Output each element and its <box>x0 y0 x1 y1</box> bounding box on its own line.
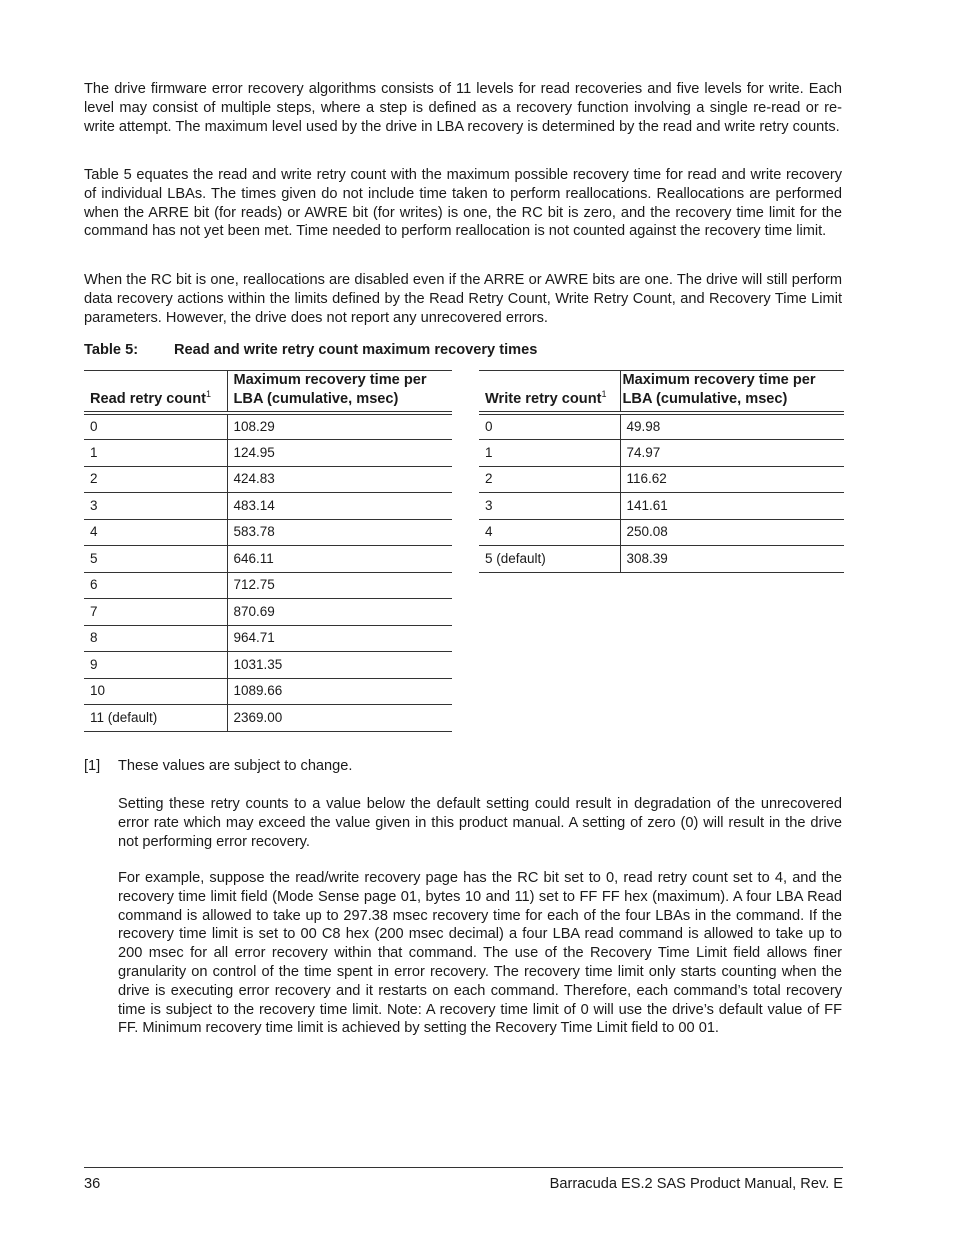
max-recovery-time-header: Maximum recovery time per LBA (cumulative, msec) <box>620 371 844 414</box>
footnote-first-line: These values are subject to change. <box>118 758 353 774</box>
retry-count-cell: 4 <box>479 519 620 546</box>
table-row <box>84 572 452 599</box>
table-row <box>84 519 452 546</box>
write-table-body <box>479 413 844 572</box>
recovery-time-cell: 308.39 <box>620 546 844 573</box>
table-row <box>84 413 452 440</box>
recovery-time-cell: 1031.35 <box>227 652 452 679</box>
max-recovery-time-header: Maximum recovery time per LBA (cumulative, msec) <box>227 371 452 414</box>
recovery-time-cell: 583.78 <box>227 519 452 546</box>
retry-count-cell: 10 <box>84 678 227 705</box>
table-row <box>479 413 844 440</box>
table-caption-label: Table 5: <box>84 342 139 358</box>
recovery-time-cell: 108.29 <box>227 413 452 440</box>
table-row <box>84 625 452 652</box>
recovery-time-cell: 2369.00 <box>227 705 452 732</box>
read-table-body <box>84 413 452 731</box>
table-caption <box>84 341 537 359</box>
table-row <box>84 546 452 573</box>
footnote-marker: [1] <box>84 758 101 774</box>
table-caption-title: Read and write retry count maximum recovery times <box>174 342 538 358</box>
table-row <box>84 678 452 705</box>
recovery-time-cell: 646.11 <box>227 546 452 573</box>
table-row <box>84 599 452 626</box>
retry-count-cell: 0 <box>84 413 227 440</box>
table-row <box>84 493 452 520</box>
retry-count-cell: 4 <box>84 519 227 546</box>
table-description-paragraph: Table 5 equates the read and write retry count with the maximum possible recovery time for read and write recovery of individual LBAs. The times given do not include time taken to perform reallocations. Reallocations are performed when the ARRE bit (for reads) or AWRE bit (for writes) is one, the RC bit is zero, and the recovery time limit for the command has not yet been met. Time needed to perform reallocation is not counted against the recovery time limit. <box>84 167 842 240</box>
recovery-time-cell: 483.14 <box>227 493 452 520</box>
recovery-time-cell: 712.75 <box>227 572 452 599</box>
write-retry-table <box>479 370 844 573</box>
recovery-time-cell: 964.71 <box>227 625 452 652</box>
table-row <box>84 705 452 732</box>
table-header-row <box>84 371 452 414</box>
retry-count-cell: 9 <box>84 652 227 679</box>
table-row <box>479 519 844 546</box>
header-text: Write retry count <box>485 390 602 407</box>
recovery-time-cell: 1089.66 <box>227 678 452 705</box>
retry-count-cell: 2 <box>479 466 620 493</box>
table-row <box>84 652 452 679</box>
intro-paragraph: The drive firmware error recovery algorithms consists of 11 levels for read recoveries and five levels for write. Each level may consist of multiple steps, where a step is defined as a recovery function involving a single re-read or re-write attempt. The maximum level used by the drive in LBA recovery is determined by the read and write retry counts. <box>84 81 842 135</box>
recovery-time-cell: 49.98 <box>620 413 844 440</box>
page-number: 36 <box>84 1176 101 1192</box>
recovery-time-cell: 141.61 <box>620 493 844 520</box>
retry-count-cell: 0 <box>479 413 620 440</box>
retry-count-cell: 1 <box>479 440 620 467</box>
retry-count-cell: 3 <box>479 493 620 520</box>
document-title: Barracuda ES.2 SAS Product Manual, Rev. E <box>549 1176 843 1192</box>
header-text: Read retry count <box>90 390 206 407</box>
table-header-row <box>479 371 844 414</box>
write-retry-count-header <box>479 371 620 414</box>
retry-count-cell: 8 <box>84 625 227 652</box>
read-retry-count-header <box>84 371 227 414</box>
table-row <box>479 466 844 493</box>
table-row <box>84 440 452 467</box>
retry-count-cell: 7 <box>84 599 227 626</box>
rc-bit-paragraph: When the RC bit is one, reallocations are disabled even if the ARRE or AWRE bits are one. The drive will still perform data recovery actions within the limits defined by the Read Retry Count, Write Retry Count, and Recovery Time Limit parameters. However, the drive does not report any unrecovered errors. <box>84 272 842 326</box>
read-retry-table <box>84 370 452 732</box>
table-row <box>84 466 452 493</box>
footnote-paragraph-2: For example, suppose the read/write recovery page has the RC bit set to 0, read retry count set to 4, and the recovery time limit field (Mode Sense page 01, bytes 10 and 11) set to FF FF hex (maximum). A four LBA Read command is allowed to take up to 297.38 msec recovery time for each of the four LBAs in the command. If the recovery time limit is set to 00 C8 hex (200 msec decimal) a four LBA read command is allowed to take up to 200 msec for all error recovery within that command. The use of the Recovery Time Limit field allows finer granularity on control of the time spent in error recovery. The recovery time limit only starts counting when the drive is executing error recovery and it restarts on each command. Therefore, each command’s total recovery time is subject to the recovery time limit. Note: A recovery time limit of 0 will use the drive’s default value of FF FF. Minimum recovery time limit is achieved by setting the Recovery Time Limit field to 00 01. <box>118 870 842 1037</box>
retry-count-cell: 6 <box>84 572 227 599</box>
footnote-paragraph-1: Setting these retry counts to a value below the default setting could result in degradation of the unrecovered error rate which may exceed the value given in this product manual. A setting of zero (0) will result in the drive not performing error recovery. <box>118 796 842 850</box>
footnote-ref: 1 <box>601 388 607 399</box>
retry-count-cell: 11 (default) <box>84 705 227 732</box>
recovery-time-cell: 74.97 <box>620 440 844 467</box>
retry-count-cell: 1 <box>84 440 227 467</box>
retry-count-cell: 2 <box>84 466 227 493</box>
footnote <box>84 757 352 776</box>
table-row <box>479 440 844 467</box>
footer-divider <box>84 1167 843 1168</box>
recovery-time-cell: 124.95 <box>227 440 452 467</box>
retry-count-cell: 5 <box>84 546 227 573</box>
recovery-time-cell: 870.69 <box>227 599 452 626</box>
recovery-time-cell: 116.62 <box>620 466 844 493</box>
table-row <box>479 546 844 573</box>
footnote-ref: 1 <box>205 388 211 399</box>
recovery-time-cell: 424.83 <box>227 466 452 493</box>
recovery-time-cell: 250.08 <box>620 519 844 546</box>
retry-count-cell: 5 (default) <box>479 546 620 573</box>
table-row <box>479 493 844 520</box>
retry-count-cell: 3 <box>84 493 227 520</box>
